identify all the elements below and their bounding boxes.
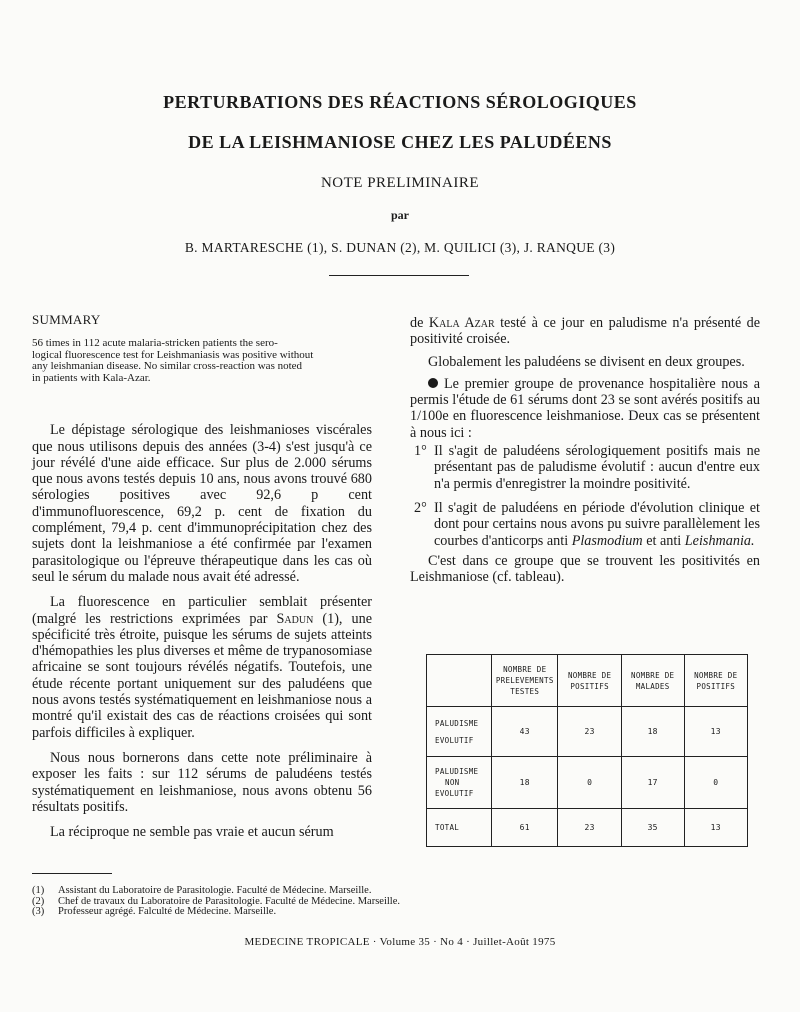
list-item: 2° Il s'agit de paludéens en période d'évolution clinique et dont pour certains nous avons pu suivre parallèlement les courbes d'anticorps anti Plasmodium et anti Leishmania. [414, 499, 760, 549]
table-header-cell: NOMBRE DE POSITIFS [558, 655, 621, 707]
results-table [426, 654, 748, 847]
footnote: (1) Assistant du Laboratoire de Parasitologie. Faculté de Médecine. Marseille. [32, 885, 372, 896]
table-cell: 35 [621, 809, 684, 847]
paragraph: de Kala Azar testé à ce jour en paludisme n'a présenté de positivité croisée. [410, 315, 760, 348]
list-number: 1° [414, 443, 427, 460]
table-header-cell: NOMBRE DE PRELEVEMENTS TESTES [492, 655, 558, 707]
genus-name: Leishmania. [684, 532, 755, 549]
table-row-label: PALUDISME EVOLUTIF [427, 707, 492, 757]
left-column [32, 312, 372, 840]
paragraph: Le premier groupe de provenance hospitalière nous a permis l'étude de 61 sérums dont 23 se sont avérés positifs au 1/100e en fluorescence leishmaniose. Deux cas se présentent à nous ici : [410, 375, 760, 441]
paragraph: Le dépistage sérologique des leishmanioses viscérales que nous utilisons depuis des années (3-4) s'est jusqu'à ce jour révélé d'une aide efficace. Sur plus de 2.000 sérums que nous avons testés depuis 10 ans, nous avons trouvé 680 sérologies positives avec 92,6 p cent d'immunofluorescence, 69,2 p. cent de fixation du complément, 79,4 p. cent d'immunoprécipitation chez des sujets dont la leishmaniose a été confirmée par l'examen parasitologique ou l'épreuve thérapeutique dans les cas où seul le sérum du malade nous avait été adressé. [32, 422, 372, 585]
disease-name: Kala Azar [428, 315, 495, 331]
paragraph: C'est dans ce groupe que se trouvent les positivités en Leishmaniose (cf. tableau). [410, 552, 760, 586]
footnote: (3) Professeur agrégé. Falculté de Médecine. Marseille. [32, 906, 277, 917]
table-row-label: TOTAL [427, 809, 492, 847]
footnote-divider [32, 873, 112, 874]
table-cell: 18 [621, 707, 684, 757]
footnote: (2) Chef de travaux du Laboratoire de Parasitologie. Faculté de Médecine. Marseille. [32, 895, 400, 907]
table-cell: 0 [558, 757, 621, 809]
table-cell: 13 [684, 809, 747, 847]
journal-footer: MEDECINE TROPICALE · Volume 35 · No 4 · Juillet-Août 1975 [244, 936, 556, 948]
table-cell: 0 [684, 757, 747, 809]
summary-line: in patients with Kala-Azar. [32, 371, 151, 384]
summary-line: logical fluorescence test for Leishmaniasis was positive without [32, 348, 314, 361]
table-header-cell: NOMBRE DE MALADES [621, 655, 684, 707]
table-corner-cell [427, 655, 492, 707]
table-row [427, 809, 748, 847]
by-line: par [391, 208, 409, 222]
table-cell: 13 [684, 707, 747, 757]
list-number: 2° [414, 499, 427, 516]
table-cell: 61 [492, 809, 558, 847]
genus-name: Plasmodium [571, 532, 643, 549]
table-header-cell: NOMBRE DE POSITIFS [684, 655, 747, 707]
right-column [410, 315, 760, 585]
paragraph: Globalement les paludéens se divisent en deux groupes. [428, 353, 745, 370]
paragraph: Nous nous bornerons dans cette note préliminaire à exposer les faits : sur 112 sérums de paludéens testés systématiquement en leishmaniose, nous avons obtenu 56 résultats positifs. [32, 749, 372, 815]
article-title-line-1: PERTURBATIONS DES RÉACTIONS SÉROLOGIQUES [163, 92, 637, 112]
table-cell: 23 [558, 809, 621, 847]
list-item: 1° Il s'agit de paludéens sérologiquement positifs mais ne présentant pas de paludisme évolutif : aucun d'entre eux n'a permis d'enregistrer la moindre positivité. [414, 443, 760, 492]
title-divider [329, 275, 469, 276]
paragraph: La fluorescence en particulier semblait présenter (malgré les restrictions exprimées par Sadun (1), une spécificité très étroite, puisque les sérums de sujets atteints d'hémopathies les plus diverses et même de trypanosomiase africaine se sont toujours révélés négatifs. Toutefois, une étude récente portant uniquement sur des paludéens que nous avons testés systématiquement en leishmaniose nous a montré qu'il existait des cas de réactions croisées qui sont parfois difficiles à expliquer. [32, 594, 372, 741]
article-subtitle: NOTE PRELIMINAIRE [320, 175, 480, 191]
table-header-row [427, 655, 748, 707]
bullet-icon [428, 378, 438, 388]
summary-text [32, 338, 372, 384]
author-list: B. MARTARESCHE (1), S. DUNAN (2), M. QUILICI (3), J. RANQUE (3) [184, 240, 616, 255]
summary-line: any leishmanian disease. No similar cross-reaction was noted [32, 360, 303, 373]
table-cell: 18 [492, 757, 558, 809]
summary-line: 56 times in 112 acute malaria-stricken patients the sero- [32, 337, 278, 350]
table-cell: 43 [492, 707, 558, 757]
summary-heading: SUMMARY [32, 312, 101, 327]
table-cell: 17 [621, 757, 684, 809]
table-row [427, 707, 748, 757]
paragraph: La réciproque ne semble pas vraie et aucun sérum [50, 824, 334, 841]
footnotes [32, 886, 400, 918]
author-citation: Sadun [276, 610, 314, 627]
table-row [427, 757, 748, 809]
table-row-label: PALUDISME NON EVOLUTIF [427, 757, 492, 809]
table-cell: 23 [558, 707, 621, 757]
article-title-line-2: DE LA LEISHMANIOSE CHEZ LES PALUDÉENS [188, 132, 612, 152]
